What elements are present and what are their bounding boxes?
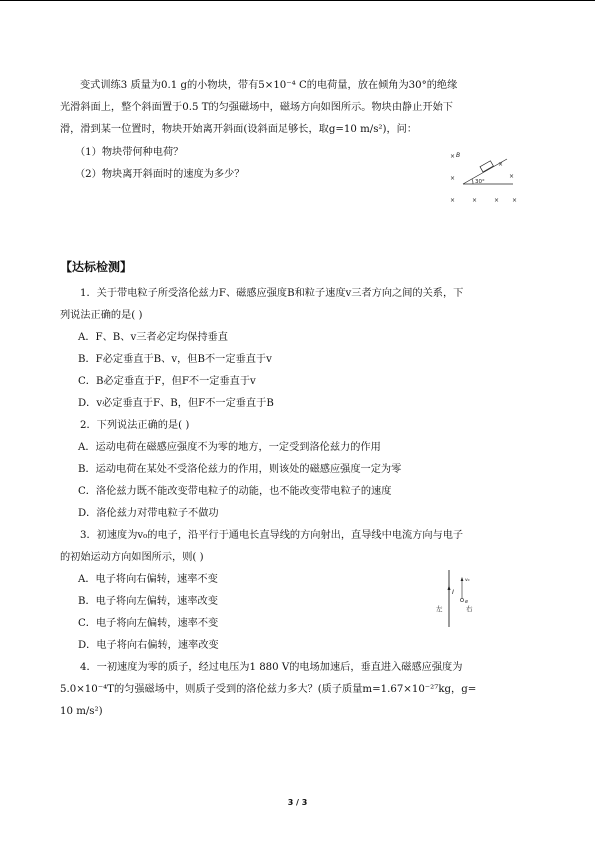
variant-line-2: 光滑斜面上，整个斜面置于0.5 T的匀强磁场中，磁场方向如图所示。物块由静止开始下 xyxy=(60,102,453,113)
q2-option-b: B．运动电荷在某处不受洛伦兹力的作用，则该处的磁感应强度一定为零 xyxy=(78,464,402,475)
incline-surface xyxy=(463,159,507,184)
velocity-label: v₀ xyxy=(465,578,470,583)
b-label: B xyxy=(456,152,461,159)
wire-figure xyxy=(430,565,490,630)
cross-mark: × xyxy=(450,197,456,204)
q1-stem-line-1: 1．关于带电粒子所受洛伦兹力F、磁感应强度B和粒子速度v三者方向之间的关系，下 xyxy=(80,288,464,299)
section-title: 【达标检测】 xyxy=(60,260,133,274)
q3-stem-line-1: 3．初速度为v₀的电子，沿平行于通电长直导线的方向射出，直导线中电流方向与电子 xyxy=(80,530,464,541)
cross-mark: × xyxy=(512,197,518,204)
cross-mark: × xyxy=(494,197,500,204)
q3-option-d: D．电子将向右偏转，速率改变 xyxy=(78,640,219,651)
q4-line-3: 10 m/s²) xyxy=(60,706,103,717)
velocity-arrow-icon xyxy=(461,577,464,581)
q4-line-2: 5.0×10⁻⁴T的匀强磁场中，则质子受到的洛伦兹力多大？(质子质量m=1.67×10⁻²⁷kg，g= xyxy=(60,684,477,695)
q2-option-d: D．洛伦兹力对带电粒子不做功 xyxy=(78,508,219,519)
cross-mark: × xyxy=(498,161,504,168)
q3-option-c: C．电子将向左偏转，速率不变 xyxy=(78,618,219,629)
variant-question-1: （1）物块带何种电荷？ xyxy=(75,147,184,158)
page-number: 3 / 3 xyxy=(287,798,308,807)
q1-option-c: C．B必定垂直于F，但F不一定垂直于v xyxy=(78,376,256,387)
angle-arc xyxy=(472,179,473,184)
q1-stem-line-2: 列说法正确的是( ) xyxy=(60,310,143,321)
left-label: 左 xyxy=(436,605,443,613)
q1-option-d: D．v必定垂直于F、B，但F不一定垂直于B xyxy=(78,398,274,409)
q3-option-a: A．电子将向右偏转，速率不变 xyxy=(78,574,218,585)
electron-dot xyxy=(460,598,463,601)
q4-line-1: 4．一初速度为零的质子，经过电压为1 880 V的电场加速后，垂直进入磁感应强度为 xyxy=(80,662,463,673)
cross-mark: × xyxy=(509,173,515,180)
header-rule xyxy=(0,0,595,1)
q2-option-a: A．运动电荷在磁感应强度不为零的地方，一定受到洛伦兹力的作用 xyxy=(78,442,381,453)
variant-line-1: 变式训练3 质量为0.1 g的小物块，带有5×10⁻⁴ C的电荷量，放在倾角为30°的绝缘 xyxy=(80,80,458,91)
cross-mark: × xyxy=(450,153,456,160)
q3-option-b: B．电子将向左偏转，速率改变 xyxy=(78,596,218,607)
q1-option-b: B．F必定垂直于B、v，但B不一定垂直于v xyxy=(78,354,272,365)
q1-option-a: A．F、B、v三者必定均保持垂直 xyxy=(78,332,228,343)
variant-question-2: （2）物块离开斜面时的速度为多少？ xyxy=(75,169,245,180)
q2-option-c: C．洛伦兹力既不能改变带电粒子的动能，也不能改变带电粒子的速度 xyxy=(78,486,392,497)
incline-figure xyxy=(445,142,523,207)
right-label: 右 xyxy=(466,605,473,613)
current-label: I xyxy=(452,588,454,596)
electron-label: e xyxy=(465,599,469,605)
q2-stem: 2．下列说法正确的是( ) xyxy=(80,420,190,431)
variant-line-3: 滑，滑到某一位置时，物块开始离开斜面(设斜面足够长，取g=10 m/s²)，问： xyxy=(60,124,418,135)
cross-mark: × xyxy=(450,175,456,182)
angle-label: 30° xyxy=(475,179,485,185)
current-arrow-icon xyxy=(448,585,451,590)
cross-mark: × xyxy=(472,197,478,204)
q3-stem-line-2: 的初始运动方向如图所示，则( ) xyxy=(60,552,204,563)
